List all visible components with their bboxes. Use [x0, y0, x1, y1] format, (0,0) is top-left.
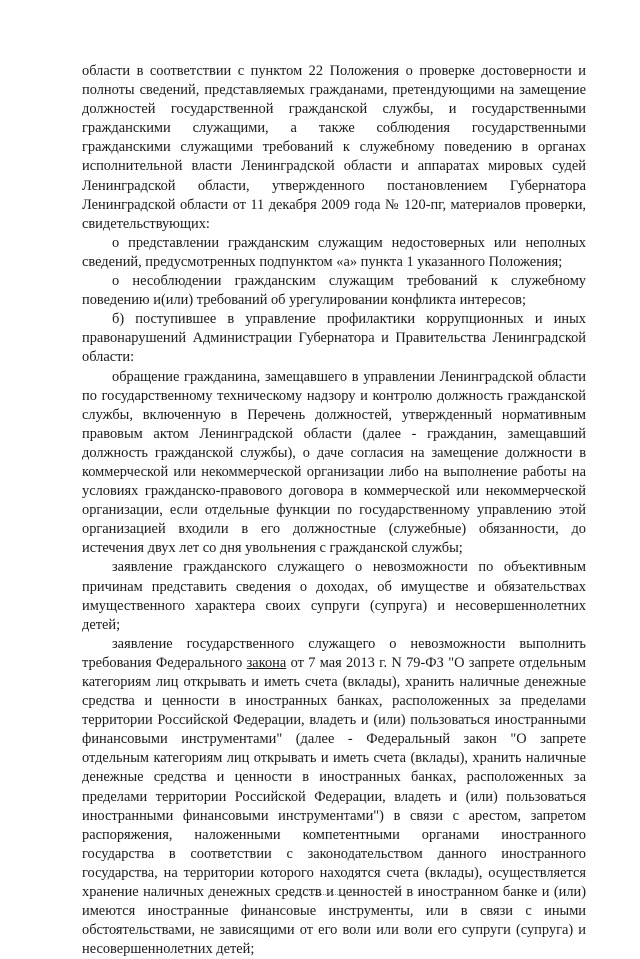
footer-dotted-line	[282, 894, 360, 895]
paragraph-false-info: о представлении гражданским служащим недостоверных или неполных сведений, предусмотренных подпунктом «а» пункта 1 указанного Положения;	[82, 234, 586, 270]
paragraph-statement-foreign-start: заявление государственного служащего о невозможности выполнить требования Федерального	[82, 635, 586, 671]
paragraph-citizen-appeal: обращение гражданина, замещавшего в управлении Ленинградской области по государственному техническому надзору и контролю должность гражданской службы, включенную в Перечень должностей, утвержденный нормативным правовым актом Ленинградской области (далее - гражданин, замещавший должность гражданской службы), о даче согласия на замещение должности в коммерческой или некоммерческой организации либо на выполнение работы на условиях гражданско-правового договора в коммерческой или некоммерческой организации, если отдельные функции по государственному управлению этой организацией входили в его должностные (служебные) обязанности, до истечения двух лет со дня увольнения с гражданской службы;	[82, 368, 586, 557]
paragraph-statement-foreign	[82, 635, 586, 959]
paragraph-item-b: б) поступившее в управление профилактики коррупционных и иных правонарушений Администрации Губернатора и Правительства Ленинградской области:	[82, 311, 586, 366]
paragraph-statement-income: заявление гражданского служащего о невозможности по объективным причинам представить сведения о доходах, об имуществе и обязательствах имущественного характера своих супруги (супруга) и несовершеннолетних детей;	[82, 559, 586, 633]
paragraph-intro: области в соответствии с пунктом 22 Положения о проверке достоверности и полноты сведений, представляемых гражданами, претендующими на замещение должностей государственной гражданской службы, и государственными гражданскими служащими, а также соблюдения государственными гражданскими служащими требований к служебному поведению в органах исполнительной власти Ленинградской области и аппаратах мировых судей Ленинградской области, утвержденного постановлением Губернатора Ленинградской области от 11 декабря 2009 года № 120-пг, материалов проверки, свидетельствующих:	[82, 63, 586, 232]
paragraph-non-compliance: о несоблюдении гражданским служащим требований к служебному поведению и(или) требований об урегулировании конфликта интересов;	[82, 273, 586, 309]
federal-law-link[interactable]: закона	[246, 654, 287, 671]
document-body	[82, 62, 586, 959]
paragraph-statement-foreign-rest: от 7 мая 2013 г. N 79-ФЗ "О запрете отдельным категориям лиц открывать и иметь счета (вклады), хранить наличные денежные средства и ценности в иностранных банках, расположенных за пределами территории Российской Федерации, владеть и (или) пользоваться иностранными финансовыми инструментами" (далее - Федеральный закон "О запрете отдельным категориям лиц открывать и иметь счета (вклады), хранить наличные денежные средства и ценности в иностранных банках, расположенных за пределами территории Российской Федерации, владеть и (или) пользоваться иностранными финансовыми инструментами") в связи с арестом, запретом распоряжения, наложенными компетентными органами иностранного государства в соответствии с законодательством данного иностранного государства, на территории которого находятся счета (вклады), осуществляется хранение наличных денежных средств и ценностей в иностранном банке и (или) имеются иностранные финансовые инструменты, или в связи с иными обстоятельствами, не зависящими от его воли или воли его супруги (супруга) и несовершеннолетних детей;	[82, 654, 586, 958]
